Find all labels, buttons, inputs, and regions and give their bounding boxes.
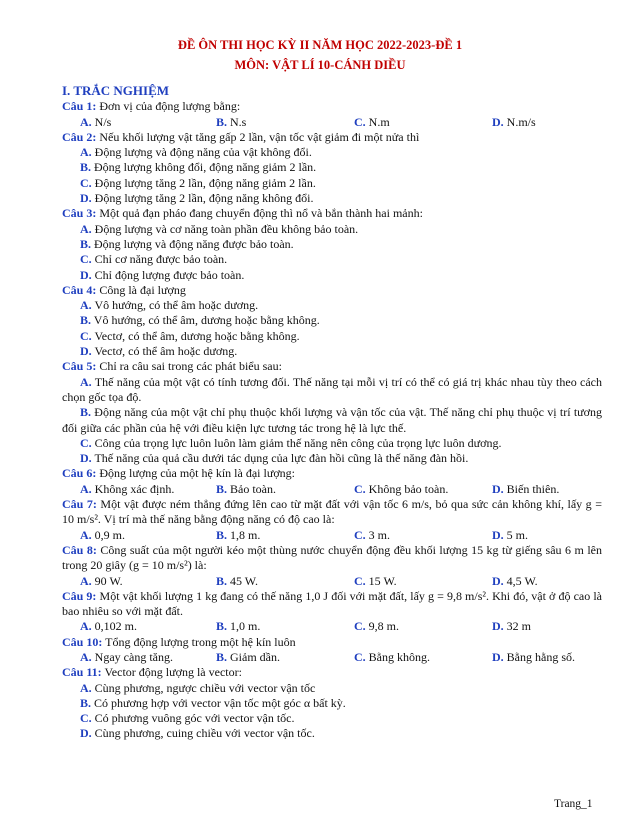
option: C. 9,8 m. [354, 619, 400, 634]
option: B. Động lượng và động năng được bảo toàn. [80, 236, 294, 251]
option: A. Động lượng và cơ năng toàn phần đều không bảo toàn. [80, 221, 359, 236]
option: C. Bằng không. [354, 649, 431, 664]
option: B. Động năng của một vật chỉ phụ thuộc khối lượng và vận tốc của vật. Thế năng chỉ phụ thuộc vị trí tương đối giữa các phần của hệ với điều kiện lực tương tác trong hệ là lực thế. [62, 405, 602, 435]
question-label: Câu 4: [62, 282, 97, 297]
question-label: Câu 6: [62, 466, 97, 481]
question-5 [62, 359, 602, 374]
option: C. Vectơ, có thể âm, dương hoặc bằng không. [80, 328, 300, 343]
question-7-options [62, 528, 602, 543]
question-8 [62, 543, 602, 574]
question-6-options [62, 482, 602, 497]
option: D. Vectơ, có thể âm hoặc dương. [80, 344, 238, 359]
option: B. 45 W. [216, 573, 259, 588]
page-number: Trang_1 [554, 798, 593, 810]
question-label: Câu 9: [62, 588, 97, 603]
option: C. N.m [354, 114, 390, 129]
option: C. Công của trọng lực luôn luôn làm giảm thế năng nên công của trọng lực luôn dương. [80, 435, 502, 450]
option: D. 32 m [492, 619, 532, 634]
option: A. Vô hướng, có thể âm hoặc dương. [80, 298, 259, 313]
question-label: Câu 10: [62, 634, 103, 649]
question-text: Công là đại lượng [96, 282, 186, 297]
option: B. Giảm dần. [216, 649, 281, 664]
option: B. Vô hướng, có thể âm, dương hoặc bằng không. [80, 313, 320, 328]
option: D. Động lượng tăng 2 lần, động năng không đổi. [80, 191, 314, 206]
option: B. 1,0 m. [216, 619, 261, 634]
question-label: Câu 8: [62, 542, 97, 557]
question-3 [62, 206, 602, 221]
option: C. Chỉ cơ năng được bảo toàn. [80, 252, 228, 267]
question-text: Một vật khối lượng 1 kg đang có thế năng 1,0 J đối với mặt đất, lấy g = 9,8 m/s². Khi đó, vật ở độ cao là bao nhiêu so với mặt đất. [62, 588, 602, 619]
option: A. 0,9 m. [80, 527, 126, 542]
option: D. Cùng phương, cuing chiều với vector vận tốc. [80, 726, 315, 741]
option: A. Ngay càng tăng. [80, 649, 173, 664]
question-label: Câu 1: [62, 99, 97, 114]
option: D. Chỉ động lượng được bảo toàn. [80, 267, 245, 282]
question-text: Chỉ ra câu sai trong các phát biểu sau: [96, 359, 282, 374]
question-label: Câu 7: [62, 497, 97, 512]
option: C. Động lượng tăng 2 lần, động năng giảm 2 lần. [80, 175, 316, 190]
option: C. 15 W. [354, 573, 397, 588]
question-label: Câu 5: [62, 359, 97, 374]
question-4 [62, 283, 602, 298]
option: A. Cùng phương, ngược chiều với vector vận tốc [80, 680, 316, 695]
option: C. Có phương vuông góc với vector vận tốc. [80, 711, 295, 726]
question-6 [62, 466, 602, 481]
subject-title: MÔN: VẬT LÍ 10-CÁNH DIỀU [234, 58, 406, 72]
section-title: I. TRẮC NGHIỆM [62, 83, 170, 98]
question-11 [62, 665, 602, 680]
option: B. Động lượng không đổi, động năng giảm 2 lần. [80, 160, 317, 175]
option: D. Biến thiên. [492, 481, 560, 496]
option: B. Có phương hợp với vector vận tốc một góc α bất kỳ. [80, 695, 346, 710]
option: D. 4,5 W. [492, 573, 538, 588]
question-text: Công suất của một người kéo một thùng nước chuyển động đều khối lượng 15 kg từ giếng sâu 6 m lên trong 20 giây (g = 10 m/s²) là: [62, 542, 603, 573]
question-text: Vector động lượng là vector: [101, 665, 242, 680]
option: A. 0,102 m. [80, 619, 138, 634]
question-text: Nếu khối lượng vật tăng gấp 2 lần, vận tốc vật giảm đi một nửa thì [96, 129, 420, 144]
option: A. N/s [80, 114, 112, 129]
question-label: Câu 11: [62, 665, 102, 680]
exam-title: ĐỀ ÔN THI HỌC KỲ II NĂM HỌC 2022-2023-ĐỀ 1 [177, 38, 463, 52]
option: B. 1,8 m. [216, 527, 261, 542]
question-8-options [62, 574, 602, 589]
question-label: Câu 2: [62, 129, 97, 144]
question-9 [62, 589, 602, 620]
question-7 [62, 497, 602, 528]
option: A. Không xác định. [80, 481, 175, 496]
question-10-options [62, 650, 602, 665]
option: A. 90 W. [80, 573, 123, 588]
question-9-options [62, 619, 602, 634]
option: A. Động lượng và động năng của vật không đổi. [80, 145, 312, 160]
option: D. Bằng hằng số. [492, 649, 575, 664]
option: D. Thế năng của quả cầu dưới tác dụng của lực đàn hồi cũng là thế năng đàn hồi. [80, 451, 469, 466]
question-2 [62, 130, 602, 145]
option: B. N.s [216, 114, 247, 129]
option: D. 5 m. [492, 527, 529, 542]
question-1 [62, 99, 602, 114]
option: D. N.m/s [492, 114, 536, 129]
question-1-options [62, 115, 602, 130]
question-10 [62, 635, 602, 650]
question-text: Đơn vị của động lượng bằng: [96, 99, 241, 114]
option: C. Không bảo toàn. [354, 481, 449, 496]
exam-content [62, 83, 602, 742]
option: A. Thế năng của một vật có tính tương đối. Thế năng tại mỗi vị trí có thể có giá trị khác nhau tùy theo cách chọn gốc tọa độ. [62, 374, 602, 404]
question-text: Một vật được ném thẳng đứng lên cao từ mặt đất với vận tốc 6 m/s, bỏ qua sức cản không khí, lấy g = 10 m/s². Vị trí mà thế năng bằng động năng có độ cao là: [62, 497, 602, 527]
option: B. Bảo toàn. [216, 481, 277, 496]
question-label: Câu 3: [62, 206, 97, 221]
question-text: Một quả đạn pháo đang chuyển động thì nổ và bắn thành hai mảnh: [96, 206, 423, 221]
question-text: Tổng động lượng trong một hệ kín luôn [102, 634, 296, 649]
option: C. 3 m. [354, 527, 391, 542]
question-text: Động lượng của một hệ kín là đại lượng: [96, 466, 296, 481]
